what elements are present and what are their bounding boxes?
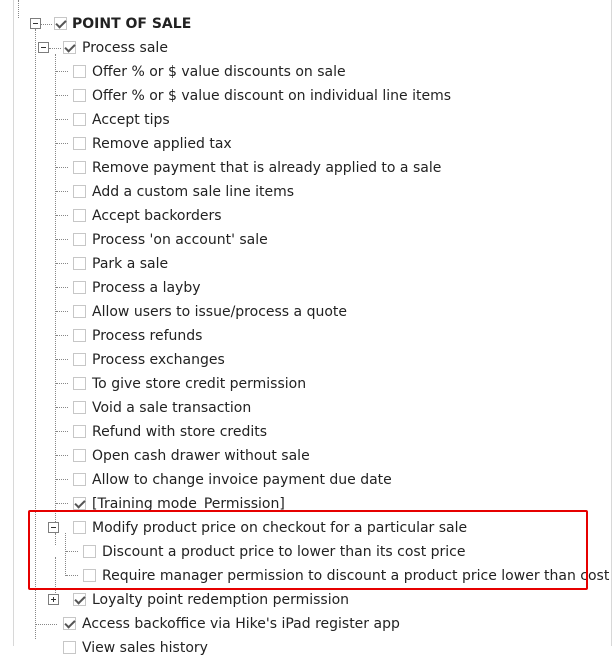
permission-label: Add a custom sale line items: [92, 184, 295, 200]
permission-label: Process a layby: [92, 280, 201, 296]
permission-label: Refund with store credits: [92, 424, 268, 440]
view-sales-label: View sales history: [82, 640, 208, 656]
process-sale-checkbox[interactable]: [63, 41, 76, 54]
permission-checkbox[interactable]: [73, 305, 86, 318]
permission-checkbox[interactable]: [73, 161, 86, 174]
permission-label: Accept tips: [92, 112, 170, 128]
tree-line: [56, 239, 68, 240]
permission-label: Allow users to issue/process a quote: [92, 304, 347, 320]
process-sale-row: [0, 36, 612, 60]
expand-icon[interactable]: [48, 594, 59, 605]
tree-line: [56, 143, 68, 144]
tree-line: [56, 71, 68, 72]
permission-label: Allow to change invoice payment due date: [92, 472, 392, 488]
permission-item-row: [0, 252, 612, 276]
permission-item-row: [0, 228, 612, 252]
permission-checkbox[interactable]: [73, 185, 86, 198]
tree-line: [56, 455, 68, 456]
collapse-icon[interactable]: [38, 42, 49, 53]
permission-item-row: [0, 444, 612, 468]
permission-label: Process 'on account' sale: [92, 232, 268, 248]
permission-checkbox[interactable]: [73, 137, 86, 150]
permission-checkbox[interactable]: [73, 257, 86, 270]
permission-checkbox[interactable]: [73, 113, 86, 126]
permission-label: Open cash drawer without sale: [92, 448, 310, 464]
tree-line: [56, 335, 68, 336]
permission-label: Remove applied tax: [92, 136, 232, 152]
tree-line: [56, 479, 68, 480]
permission-label: Void a sale transaction: [92, 400, 252, 416]
tree-line: [56, 383, 68, 384]
permission-item-row: [0, 372, 612, 396]
permission-label: Offer % or $ value discounts on sale: [92, 64, 346, 80]
permission-checkbox[interactable]: [73, 425, 86, 438]
permission-checkbox[interactable]: [73, 89, 86, 102]
permission-checkbox[interactable]: [73, 233, 86, 246]
tree-line: [56, 359, 68, 360]
tree-root-row: [0, 12, 612, 36]
permission-item-row: [0, 468, 612, 492]
permission-label: Remove payment that is already applied to a sale: [92, 160, 442, 176]
tree-line: [56, 503, 68, 504]
permission-checkbox[interactable]: [73, 329, 86, 342]
tree-line: [56, 407, 68, 408]
loyalty-label: Loyalty point redemption permission: [92, 592, 350, 608]
tree-line: [56, 311, 68, 312]
root-checkbox[interactable]: [54, 17, 67, 30]
permission-item-row: [0, 420, 612, 444]
tree-line: [56, 263, 68, 264]
tree-line: [56, 431, 68, 432]
permission-checkbox[interactable]: [73, 449, 86, 462]
tree-line: [56, 215, 68, 216]
backoffice-checkbox[interactable]: [63, 617, 76, 630]
permission-item-row: [0, 300, 612, 324]
permission-checkbox[interactable]: [73, 473, 86, 486]
permission-label: To give store credit permission: [92, 376, 307, 392]
collapse-icon[interactable]: [30, 18, 41, 29]
permission-label: [Training mode_Permission]: [92, 496, 285, 512]
backoffice-label: Access backoffice via Hike's iPad register app: [82, 616, 400, 632]
tree-line: [56, 167, 68, 168]
tree-line: [56, 119, 68, 120]
tree-line: [56, 287, 68, 288]
backoffice-row: [0, 612, 612, 636]
manager-permission-label: Require manager permission to discount a product price lower than cost: [102, 568, 610, 584]
tree-line: [56, 95, 68, 96]
permission-item-row: [0, 84, 612, 108]
view-sales-checkbox[interactable]: [63, 641, 76, 654]
permission-item-row: [0, 324, 612, 348]
permission-item-row: [0, 108, 612, 132]
permission-item-row: [0, 396, 612, 420]
permission-item-row: [0, 348, 612, 372]
permission-label: Accept backorders: [92, 208, 222, 224]
permission-item-row: [0, 156, 612, 180]
permission-checkbox[interactable]: [73, 353, 86, 366]
permission-item-row: [0, 180, 612, 204]
permission-item-row: [0, 60, 612, 84]
permission-checkbox[interactable]: [73, 281, 86, 294]
discount-below-cost-label: Discount a product price to lower than its cost price: [102, 544, 466, 560]
permission-label: Park a sale: [92, 256, 169, 272]
view-sales-row: [0, 636, 612, 660]
permission-label: Process exchanges: [92, 352, 225, 368]
modify-price-label: Modify product price on checkout for a particular sale: [92, 520, 468, 536]
process-sale-label: Process sale: [82, 40, 168, 56]
permission-item-row: [0, 132, 612, 156]
permission-item-row: [0, 204, 612, 228]
highlight-box: [28, 510, 588, 590]
root-label: POINT OF SALE: [72, 16, 192, 32]
permission-checkbox[interactable]: [73, 377, 86, 390]
permission-label: Process refunds: [92, 328, 203, 344]
permission-item-row: [0, 276, 612, 300]
permission-label: Offer % or $ value discount on individual line items: [92, 88, 451, 104]
permission-checkbox[interactable]: [73, 65, 86, 78]
permission-checkbox[interactable]: [73, 209, 86, 222]
tree-line: [56, 191, 68, 192]
permission-checkbox[interactable]: [73, 497, 86, 510]
permission-checkbox[interactable]: [73, 401, 86, 414]
loyalty-checkbox[interactable]: [73, 593, 86, 606]
loyalty-row: [0, 588, 612, 612]
